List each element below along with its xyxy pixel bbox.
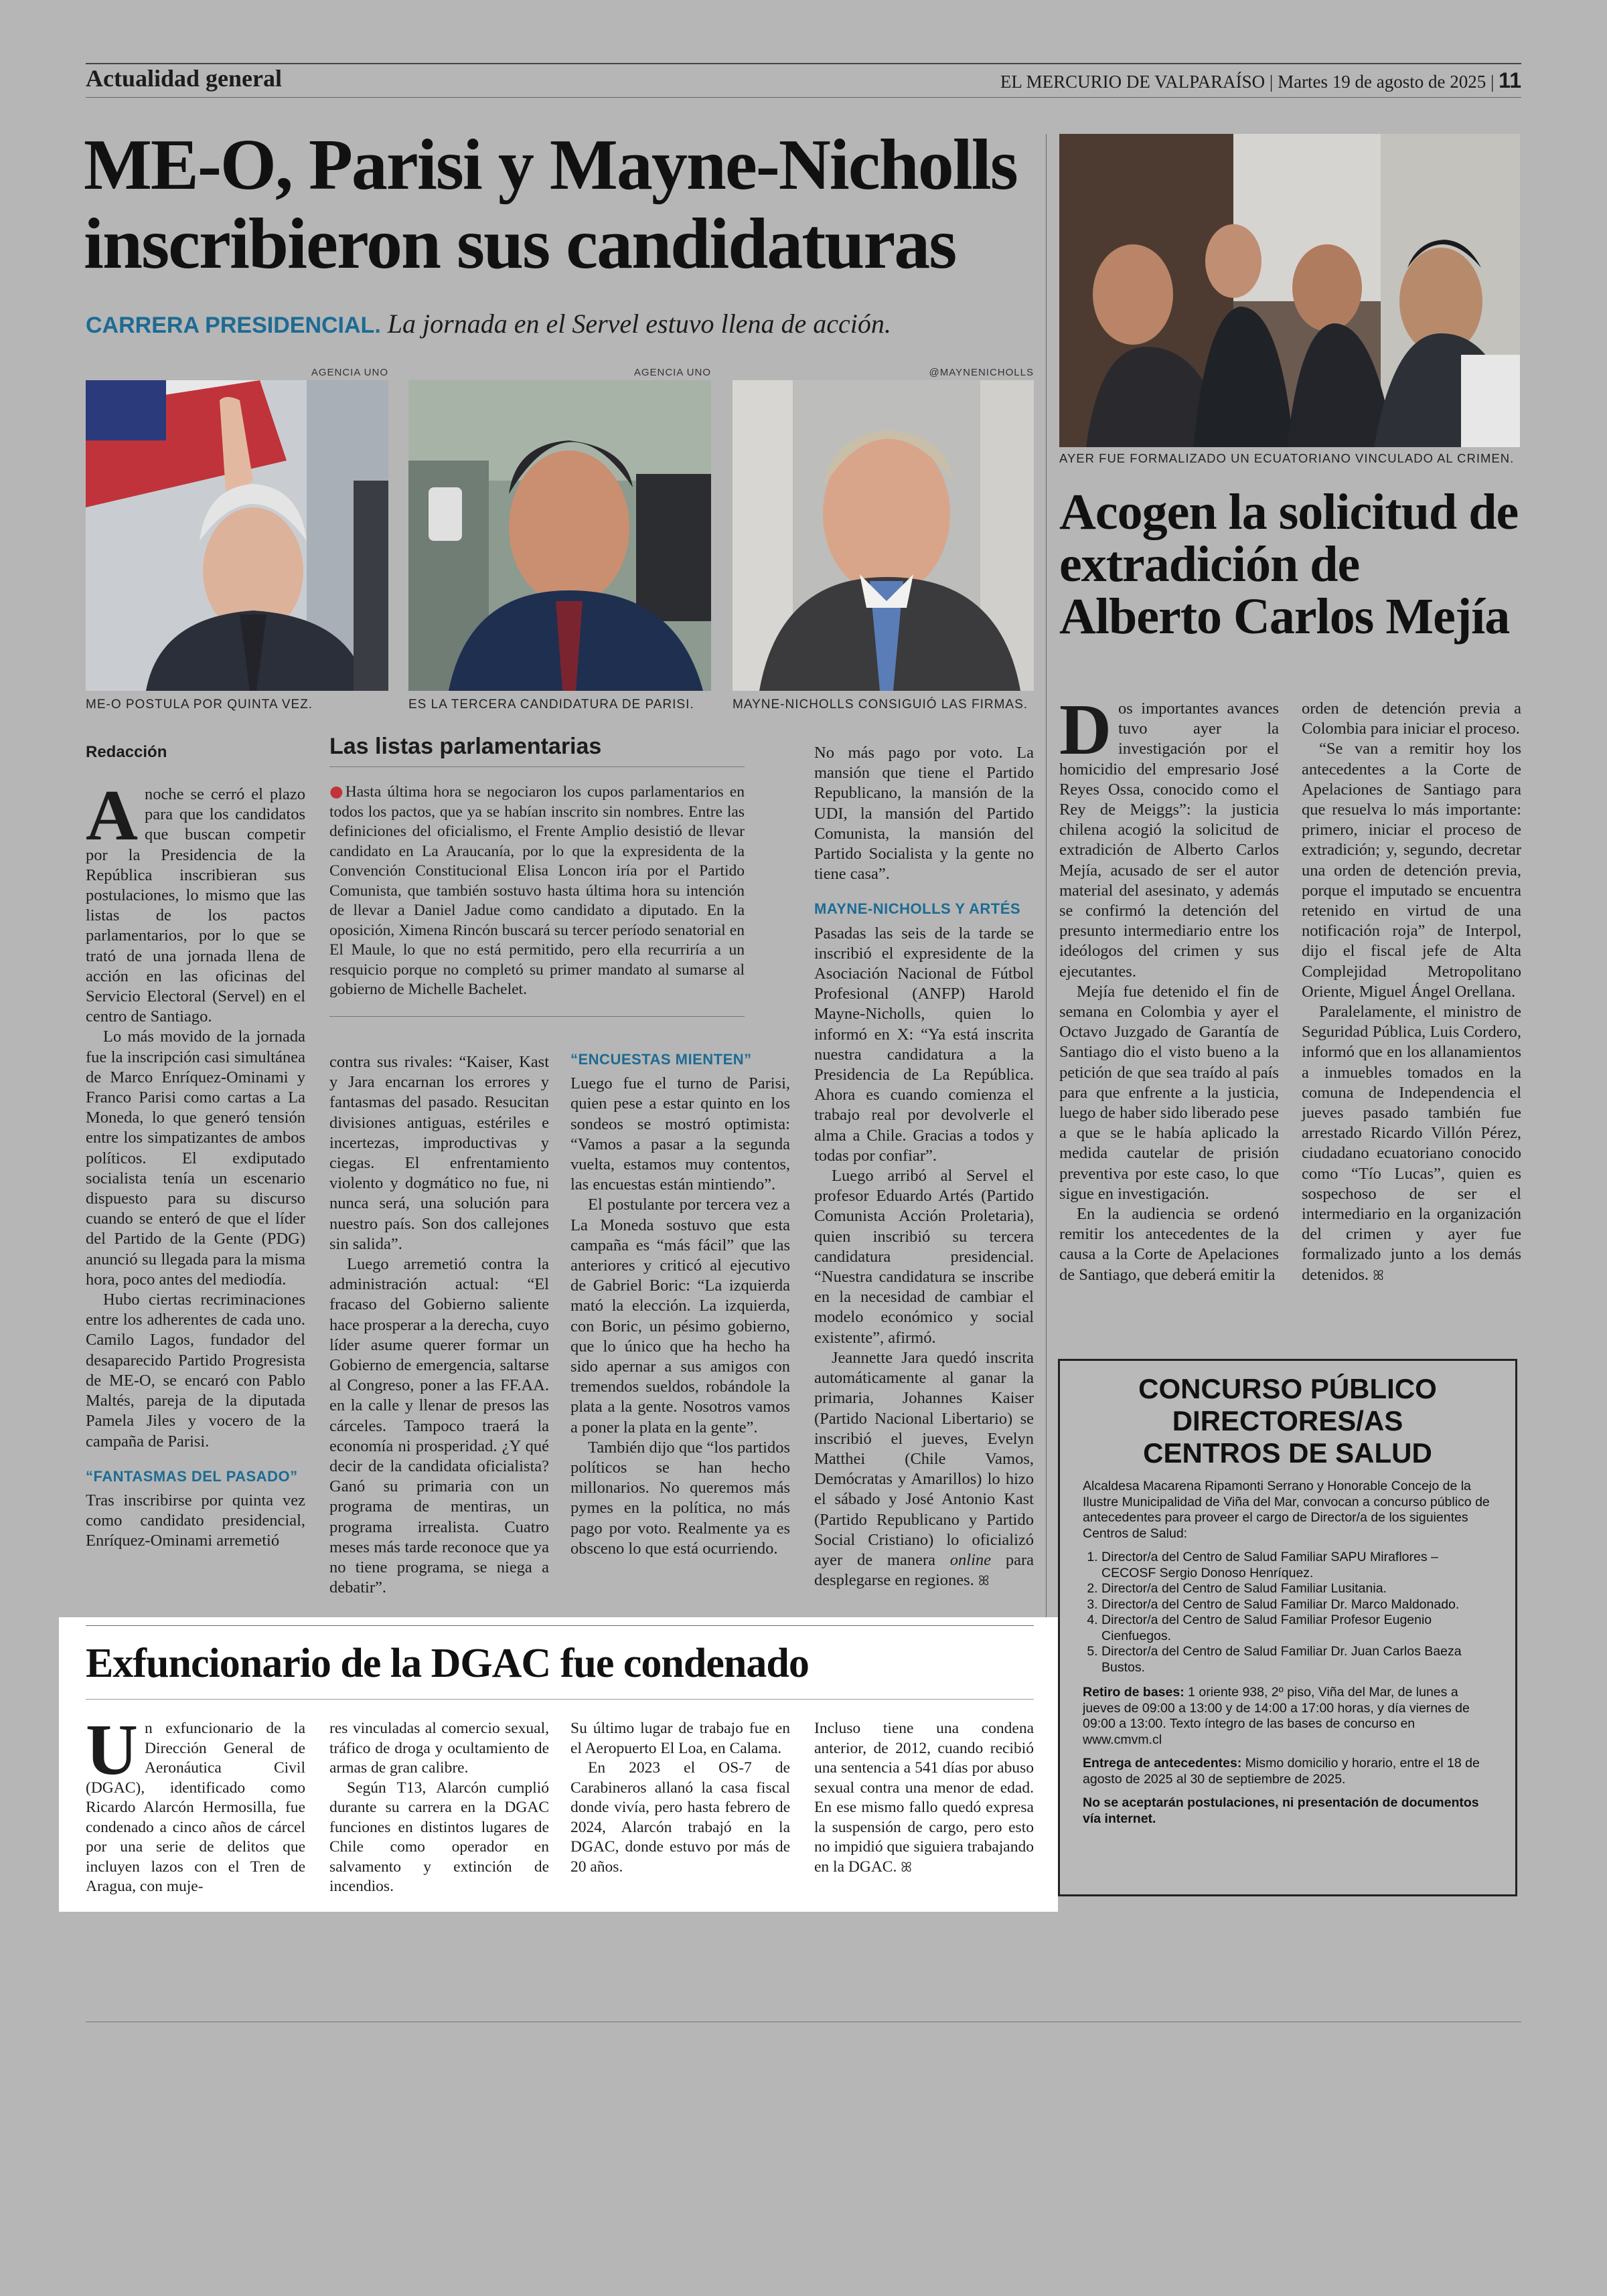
drop-cap: A — [86, 776, 138, 855]
lead-kicker: CARRERA PRESIDENCIAL. — [86, 313, 381, 338]
dgac-column-3: Su último lugar de trabajo fue en el Aeropuerto El Loa, en Calama. En 2023 el OS-7 de Carabineros allanó la casa fiscal donde vivía, pero hasta febrero de 2024, Alarcón trabajó en la DGAC, donde estuvo por más de 20 años. — [570, 1720, 790, 1876]
lead-column-1 — [86, 776, 305, 1552]
lead-deck — [86, 308, 891, 339]
issue-date: Martes 19 de agosto de 2025 — [1278, 72, 1486, 92]
photo-mayne-nicholls — [733, 380, 1034, 691]
right-paragraph: Dos importantes avances tuvo ayer la investigación por el homicidio del empresario José Reyes Ossa, conocido como el Rey de Meiggs”: la justicia chilena acogió la solicitud de extradición de Alberto Carlos Mejía, acusado de ser el autor material del asesinato, y además se confirmó la detención del presunto intermediario entre los ideólogos del crimen y sus ejecutantes. — [1059, 690, 1279, 981]
lead-paragraph: Hubo ciertas recriminaciones entre los adherentes de cada uno. Camilo Lagos, fundador del desaparecido Partido Progresista de ME-O, se encaró con Pablo Maltés, pareja de la diputada Pamela Jiles y vocero de la campaña de Parisi. — [86, 1291, 305, 1451]
lead-paragraph: Luego arribó al Servel el profesor Eduardo Artés (Partido Comunista Acción Proletaria), quien inscribió su tercera candidatura presidencial. “Nuestra candidatura se inscribe en la necesidad de cambiar el modelo económico y social existente”, afirmó. — [814, 1167, 1034, 1347]
ad-body — [1083, 1479, 1493, 1827]
dgac-top-rule — [86, 1625, 1034, 1626]
lead-paragraph: También dijo que “los partidos políticos se han hecho millonarios. No queremos más pymes en la política, no más pago por voto. Realmente ya es obsceno lo que está ocurriendo. — [570, 1438, 790, 1558]
lead-column-4 — [814, 743, 1034, 1591]
ad-list — [1083, 1550, 1493, 1675]
subhead-fantasmas: “FANTASMAS DEL PASADO” — [86, 1467, 298, 1485]
dgac-headline-rule — [86, 1699, 1034, 1700]
masthead: EL MERCURIO DE VALPARAÍSO | Martes 19 de agosto de 2025 | 11 — [1000, 68, 1521, 92]
lead-paragraph: Lo más movido de la jornada fue la inscripción casi simultánea de Marco Enríquez-Ominami y Franco Parisi como cartas a La Moneda, lo que generó tensión entre los simpatizantes de ambos políticos. El exdiputado socialista tenía un escenario dispuesto para su discurso cuando se enteró de que el líder del Partido de la Gente (PDG) anunció su llegada para la misma hora, poco antes del mediodía. — [86, 1028, 305, 1289]
end-mark: ꕤ — [978, 1574, 990, 1589]
photo-court — [1059, 134, 1520, 447]
lead-paragraph: No más pago por voto. La mansión que tiene el Partido Republicano, la mansión de la UDI, la mansión del Partido Comunista, la mansión del Partido Socialista y la gente no tiene casa”. — [814, 744, 1034, 884]
lead-paragraph: Pasadas las seis de la tarde se inscribió el expresidente de la Asociación Nacional de Fútbol Profesional (ANFP) Harold Mayne-Nicholls, quien lo informó en X: “Ya está inscrita nuestra candidatura a la Presidencia de La República. Ahora es cuando comienza el trabajo real por devolverle el alma a Chile. Gracias a todos y todas por confiar”. — [814, 924, 1034, 1165]
lead-headline: ME-O, Parisi y Mayne-Nicholls inscribieron sus candidaturas — [84, 125, 1017, 284]
end-mark: ꕤ — [1373, 1268, 1384, 1283]
ad-retiro: Retiro de bases: 1 oriente 938, 2º piso, Viña del Mar, de lunes a jueves de 09:00 a 13:00 y de 14:00 a 17:00 horas, y día viernes de 09:00 a 13:00. Texto íntegro de las bases de concurso en www.cmvm.cl — [1083, 1685, 1470, 1747]
lead-paragraph: Jeannette Jara quedó inscrita automáticamente al ganar la primaria, Johannes Kaiser (Partido Nacional Libertario) se inscribió el jueves, Evelyn Matthei (Chile Vamos, Demócratas y Amarillos) lo hizo el sábado y José Antonio Kast (Partido Republicano y Partido Social Cristiano) lo oficializó ayer de manera online para desplegarse en regiones. ꕤ — [814, 1348, 1034, 1590]
byline: Redacción — [86, 743, 167, 761]
photo-caption-2: ES LA TERCERA CANDIDATURA DE PARISI. — [408, 698, 694, 712]
right-headline: Acogen la solicitud de extradición de Alberto Carlos Mejía — [1059, 484, 1519, 645]
lead-column-3 — [570, 1050, 790, 1559]
court-photo-caption: AYER FUE FORMALIZADO UN ECUATORIANO VINCULADO AL CRIMEN. — [1059, 451, 1515, 465]
photo-parisi — [408, 380, 711, 691]
end-mark: ꕤ — [901, 1860, 912, 1875]
header-bottom-rule — [86, 97, 1521, 98]
page-number: 11 — [1499, 68, 1521, 92]
right-paragraph: orden de detención previa a Colombia para iniciar el proceso. — [1302, 700, 1521, 738]
top-rule — [86, 63, 1521, 64]
column-divider — [1046, 134, 1047, 1620]
ad-list-item: 2. Director/a del Centro de Salud Familiar Lusitania. — [1101, 1581, 1493, 1597]
ad-list-item: 4. Director/a del Centro de Salud Familiar Profesor Eugenio Cienfuegos. — [1101, 1613, 1493, 1644]
ad-entrega: Entrega de antecedentes: Mismo domicilio y horario, entre el 18 de agosto de 2025 al 30 de septiembre de 2025. — [1083, 1756, 1480, 1787]
right-column-2 — [1302, 699, 1521, 1286]
right-paragraph: Mejía fue detenido el fin de semana en Colombia y ayer el Octavo Juzgado de Garantía de Santiago dio el visto bueno a la petición de que sea traído al país para que enfrente a la justicia, luego de haber sido liberado pese a que se le había aplicado la medida cautelar de prisión preventiva por este caso, lo que sigue en investigación. — [1059, 982, 1279, 1203]
lead-paragraph: Luego fue el turno de Parisi, quien pese a estar quinto en los sondeos se mostró optimista: “Vamos a pasar a la segunda vuelta, estamos muy contentos, las encuestas están mintiendo”. — [570, 1074, 790, 1194]
box-top-rule — [329, 766, 745, 767]
ad-note: No se aceptarán postulaciones, ni presentación de documentos vía internet. — [1083, 1795, 1479, 1826]
ad-list-item: 5. Director/a del Centro de Salud Familiar Dr. Juan Carlos Baeza Bustos. — [1101, 1644, 1493, 1675]
drop-cap: U — [86, 1710, 138, 1790]
dgac-headline: Exfuncionario de la DGAC fue condenado — [86, 1641, 809, 1686]
section-label: Actualidad general — [86, 65, 282, 92]
dgac-column-4: Incluso tiene una condena anterior, de 2012, cuando recibió una sentencia a 541 días por abuso sexual contra una menor de edad. En ese mismo fallo quedó expresa la suspensión de cargo, pero esto no impidió que siguiera trabajando en la DGAC. ꕤ — [814, 1720, 1034, 1876]
photo-meo — [86, 380, 388, 691]
box-bottom-rule — [329, 1016, 745, 1017]
lead-paragraph: Anoche se cerró el plazo para que los candidatos que buscan competir por la Presidencia de la República inscribieran sus postulaciones, lo mismo que las listas de los pactos parlamentarios, por lo que se trató de una jornada llena de acción en las oficinas del Servicio Electoral (Servel) en el centro de Santiago. — [86, 776, 305, 1026]
ad-list-item: 1. Director/a del Centro de Salud Familiar SAPU Miraflores – CECOSF Sergio Donoso Henríquez. — [1101, 1550, 1493, 1581]
photo-credit-3: @MAYNENICHOLLS — [929, 367, 1034, 378]
lead-deck-text: La jornada en el Servel estuvo llena de acción. — [387, 309, 891, 339]
box-text: ●Hasta última hora se negociaron los cupos parlamentarios en todos los pactos, que ya se habían inscrito sin nombres. Entre las definiciones del oficialismo, el Frente Amplio desistió de llevar candidato en La Araucanía, por lo que la expresidenta de la Convención Constitucional Elisa Loncon iría por el Partido Comunista, que también sostuvo hasta última hora su intención de llevar a Daniel Jadue como candidato a diputado. En la oposición, Ximena Rincón buscará su tercer período senatorial en El Maule, lo que no está permitido, pero ella recurriría a un resquicio porque no completó su primer mandato al sumarse al gobierno de Michelle Bachelet. — [329, 782, 745, 998]
lead-paragraph: El postulante por tercera vez a La Moneda sostuvo que esta campaña es “más fácil” que las anteriores y criticó al ejecutivo de Gabriel Boric: “La izquierda mató la elección. La izquierda, con Boric, un pésimo gobierno, que lo único que ha hecho ha sido apernar a sus amigos con tremendos sueldos, robándole la plata a la gente. Nosotros vamos a poner la plata en la gente”. — [570, 1196, 790, 1437]
right-column-1 — [1059, 690, 1279, 1285]
subhead-mayne-nicholls: MAYNE-NICHOLLS Y ARTÉS — [814, 900, 1021, 918]
ad-intro: Alcaldesa Macarena Ripamonti Serrano y Honorable Concejo de la Ilustre Municipalidad de Viña del Mar, convocan a concurso público de antecedentes para proveer el cargo de Director/a de los siguientes Centros de Salud: — [1083, 1479, 1490, 1541]
right-paragraph: “Se van a remitir hoy los antecedentes a la Corte de Apelaciones de Santiago para que resuelva lo más importante: primero, iniciar el proceso de extradición; y, segundo, decretar una orden de detención previa, porque el imputado se encuentra retenido en virtud de una notificación roja” de Interpol, dijo el fiscal jefe de Alta Complejidad Metropolitano Oriente, Miguel Ángel Orellana. — [1302, 740, 1521, 1001]
lead-paragraph: Luego arremetió contra la administración actual: “El fracaso del Gobierno saliente hace prosperar a la derecha, cuyo líder asume querer formar un Gobierno de emergencia, saltarse al Congreso, poner a las FF.AA. en la calle y llenar de presos las cárceles. Tampoco traerá la economía ni prosperidad. ¿Y qué decir de la candidata oficialista? Ganó su primaria con un programa de mentiras, un programa irrealista. Cuatro meses más tarde reconoce que ya no tiene programa, se niega a debatir”. — [329, 1255, 549, 1597]
drop-cap: D — [1059, 690, 1112, 770]
lead-column-2 — [329, 1052, 549, 1598]
ad-list-item: 3. Director/a del Centro de Salud Familiar Dr. Marco Maldonado. — [1101, 1597, 1493, 1613]
ad-box — [1058, 1359, 1517, 1896]
box-title: Las listas parlamentarias — [329, 734, 602, 759]
lead-paragraph: Tras inscribirse por quinta vez como candidato presidencial, Enríquez-Ominami arremetió — [86, 1491, 305, 1550]
lead-paragraph: contra sus rivales: “Kaiser, Kast y Jara encarnan los errores y fantasmas del pasado. Resucitan divisiones antiguas, estériles e incertezas, improductivas y ciegas. El enfrentamiento violento y dogmático no fue, ni nunca será, una solución para nuestro país. Son dos callejones sin salida”. — [329, 1053, 549, 1253]
ad-title: CONCURSO PÚBLICO DIRECTORES/AS CENTROS DE SALUD — [1138, 1373, 1437, 1469]
dgac-column-1: Un exfuncionario de la Dirección General de Aeronáutica Civil (DGAC), identificado como Ricardo Alarcón Hermosilla, fue condenado a cinco años de cárcel por una serie de delitos que incluyen lazos con el Tren de Aragua, con muje- — [86, 1710, 305, 1895]
photo-credit-2: AGENCIA UNO — [633, 367, 711, 378]
dgac-column-2: res vinculadas al comercio sexual, tráfico de droga y ocultamiento de armas de gran calibre. Según T13, Alarcón cumplió durante su carrera en la DGAC funciones en distintos lugares de Chile como operador en salvamento y extinción de incendios. — [329, 1720, 549, 1895]
right-paragraph: Paralelamente, el ministro de Seguridad Pública, Luis Cordero, informó que en los allanamientos a inmuebles tomados en la comuna de Independencia el jueves pasado también fue arrestado Ricardo Villón Pérez, ciudadano ecuatoriano conocido como “Tío Lucas”, quien es sospechoso de ser el intermediario en la organización del crimen y ayer fue formalizado junto a los demás detenidos. ꕤ — [1302, 1003, 1521, 1284]
right-paragraph: En la audiencia se ordenó remitir los antecedentes de la causa a la Corte de Apelaciones de Santiago, que deberá emitir la — [1059, 1205, 1279, 1284]
subhead-encuestas: “ENCUESTAS MIENTEN” — [570, 1051, 752, 1068]
photo-caption-3: MAYNE-NICHOLLS CONSIGUIÓ LAS FIRMAS. — [733, 698, 1028, 712]
photo-caption-1: ME-O POSTULA POR QUINTA VEZ. — [86, 698, 313, 712]
paper-name: EL MERCURIO DE VALPARAÍSO — [1000, 72, 1266, 92]
photo-credit-1: AGENCIA UNO — [311, 367, 388, 378]
